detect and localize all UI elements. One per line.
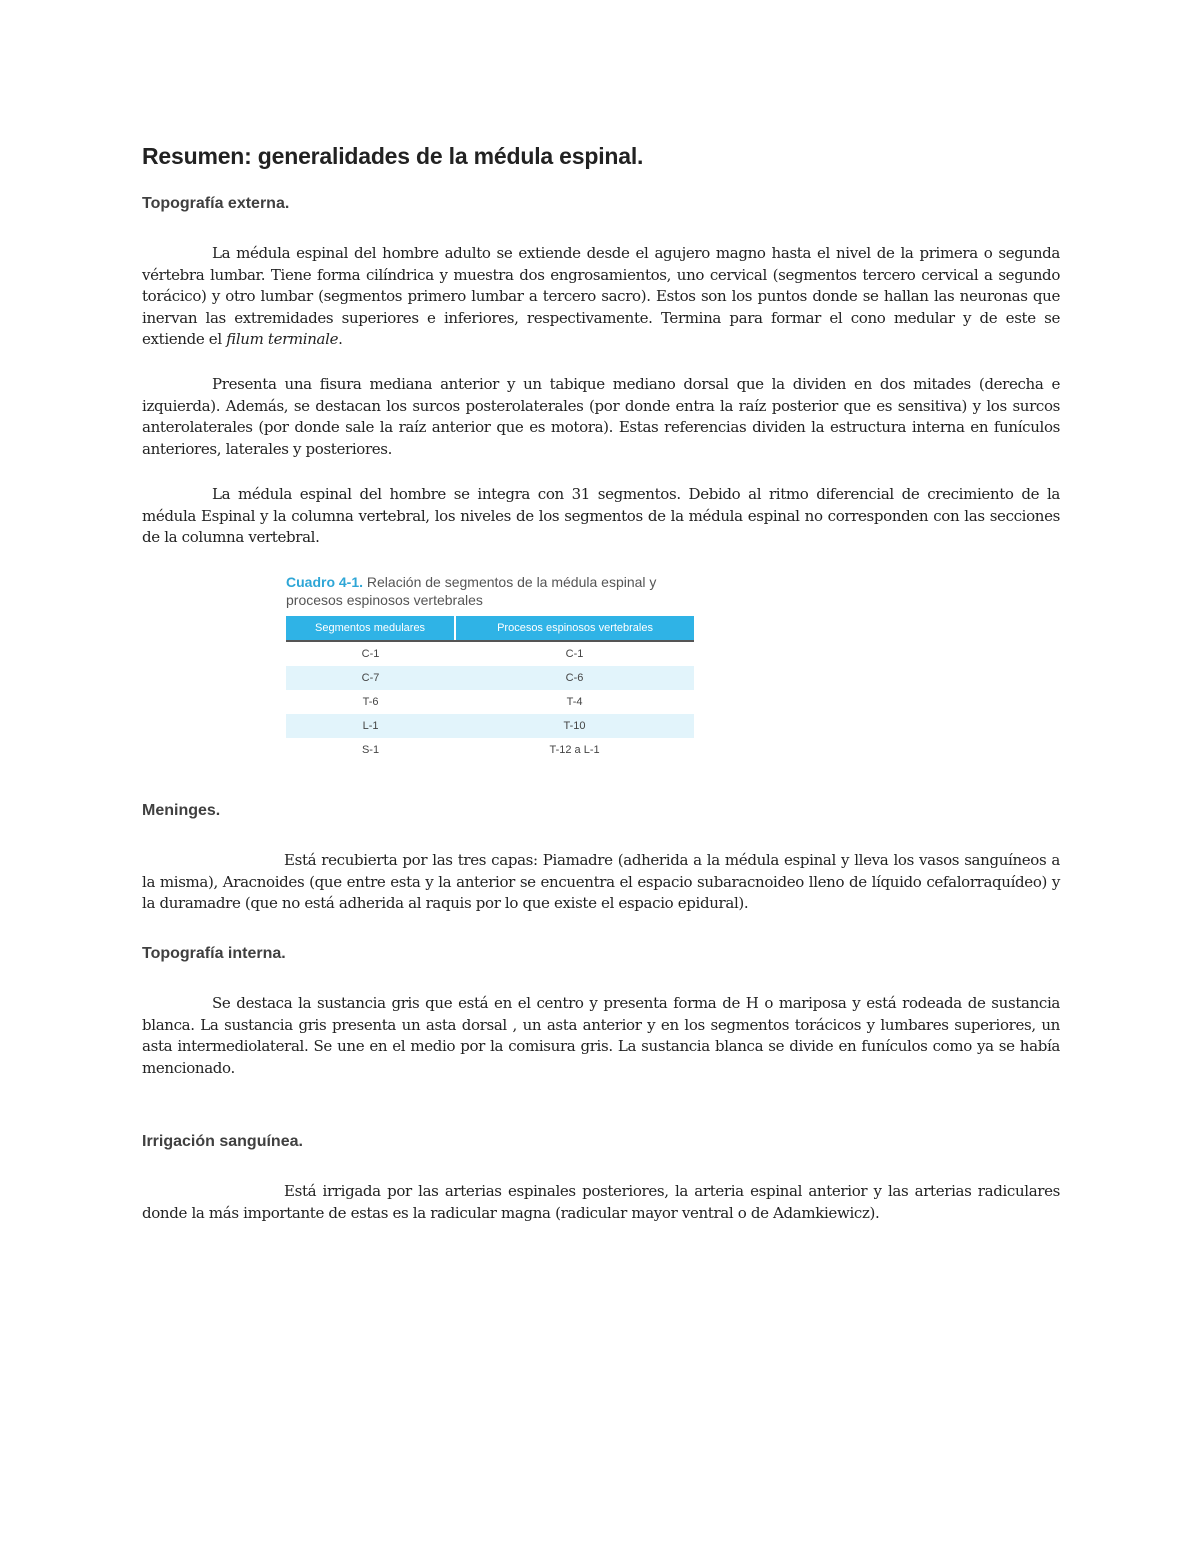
heading-topografia-interna: Topografía interna.	[142, 945, 286, 962]
table-cell: T-4	[566, 696, 583, 708]
table-row	[286, 738, 694, 762]
figure-caption-text: Relación de segmentos de la médula espinal y procesos espinosos vertebrales	[286, 574, 657, 608]
table-cell: C-1	[565, 648, 584, 660]
table-cell: T-12 a L-1	[549, 744, 600, 756]
table-cell: C-7	[286, 666, 455, 690]
table-cell: T-10	[455, 714, 694, 738]
column-header: Segmentos medulares	[286, 616, 455, 641]
paragraph-externa-1: La médula espinal del hombre adulto se extiende desde el agujero magno hasta el nivel de la primera o segunda vértebra lumbar. Tiene forma cilíndrica y muestra dos engrosamientos, uno cervical (segmentos tercero cervical a segundo torácico) y otro lumbar (segmentos primero lumbar a tercero sacro). Estos son los puntos donde se hallan las neuronas que inervan las extremidades superiores e inferiores, respectivamente. Termina para formar el cono medular y de este se extiende el filum terminale.	[142, 244, 1060, 349]
figure-cuadro-4-1	[286, 573, 696, 762]
paragraph-irrigacion: Está irrigada por las arterias espinales posteriores, la arteria espinal anterior y las arterias radiculares donde la más importante de estas es la radicular magna (radicular mayor ventral o de Adamkiewicz).	[142, 1182, 1060, 1222]
table-cell: C-1	[361, 648, 380, 660]
table-cell: C-6	[455, 666, 694, 690]
document-title: Resumen: generalidades de la médula espinal.	[142, 143, 644, 169]
figure-caption	[286, 573, 696, 609]
table-row	[286, 666, 694, 690]
heading-irrigacion: Irrigación sanguínea.	[142, 1133, 303, 1150]
column-header: Procesos espinosos vertebrales	[455, 616, 694, 641]
filum-terminale-term: filum terminale	[226, 330, 339, 349]
segments-table	[286, 616, 694, 762]
heading-meninges: Meninges.	[142, 802, 221, 819]
paragraph-externa-3: La médula espinal del hombre se integra con 31 segmentos. Debido al ritmo diferencial de crecimiento de la médula Espinal y la columna vertebral, los niveles de los segmentos de la médula espinal no corresponden con las secciones de la columna vertebral.	[142, 485, 1060, 547]
table-row	[286, 714, 694, 738]
table-cell: L-1	[286, 714, 455, 738]
heading-topografia-externa: Topografía externa.	[142, 195, 290, 212]
paragraph-interna: Se destaca la sustancia gris que está en el centro y presenta forma de H o mariposa y está rodeada de sustancia blanca. La sustancia gris presenta un asta dorsal , un asta anterior y en los segmentos torácicos y lumbares superiores, un asta intermediolateral. Se une en el medio por la comisura gris. La sustancia blanca se divide en funículos como ya se había mencionado.	[142, 994, 1060, 1077]
table-row	[286, 690, 694, 714]
figure-number: Cuadro 4-1.	[286, 574, 364, 590]
paragraph-meninges: Está recubierta por las tres capas: Piamadre (adherida a la médula espinal y lleva los vasos sanguíneos a la misma), Aracnoides (que entre esta y la anterior se encuentra el espacio subaracnoideo lleno de líquido cefalorraquídeo) y la duramadre (que no está adherida al raquis por lo que existe el espacio epidural).	[142, 851, 1060, 913]
table-row	[286, 641, 694, 666]
table-cell: T-6	[362, 696, 379, 708]
table-cell: S-1	[361, 744, 380, 756]
paragraph-externa-2: Presenta una fisura mediana anterior y un tabique mediano dorsal que la dividen en dos mitades (derecha e izquierda). Además, se destacan los surcos posterolaterales (por donde entra la raíz posterior que es sensitiva) y los surcos anterolaterales (por donde sale la raíz anterior que es motora). Estas referencias dividen la estructura interna en funículos anteriores, laterales y posteriores.	[142, 375, 1060, 458]
table-header-row	[286, 616, 694, 641]
